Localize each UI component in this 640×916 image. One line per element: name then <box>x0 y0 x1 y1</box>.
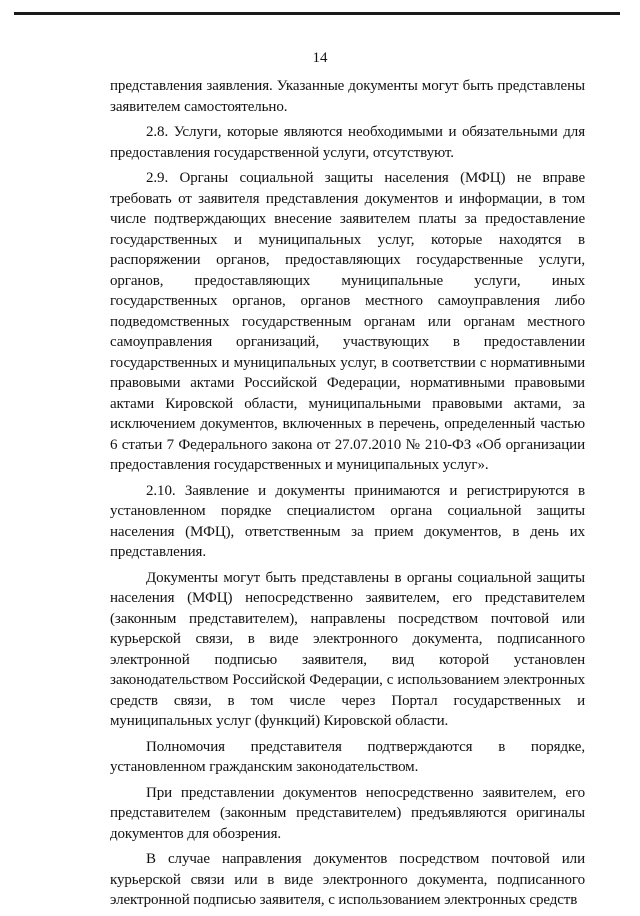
paragraph-continuation: представления заявления. Указанные документы могут быть представлены заявителем самостоятельно. <box>110 78 585 115</box>
document-body <box>110 76 585 916</box>
paragraph-2-10: 2.10. Заявление и документы принимаются и регистрируются в установленном порядке специалистом органа социальной защиты населения (МФЦ), ответственным за прием документов, в день их представления. <box>110 482 585 560</box>
paragraph-2-8: 2.8. Услуги, которые являются необходимыми и обязательными для предоставления государственной услуги, отсутствуют. <box>110 124 585 161</box>
top-border-line <box>14 12 620 15</box>
page-number: 14 <box>312 50 328 66</box>
paragraph-representative-authority: Полномочия представителя подтверждаются в порядке, установленном гражданским законодательством. <box>110 738 585 775</box>
paragraph-documents-submission: Документы могут быть представлены в органы социальной защиты населения (МФЦ) непосредственно заявителем, его представителем (законным представителем), направлены посредством почтовой или курьерской связи, в виде электронного документа, подписанного электронной подписью заявителя, вид которой установлен законодательством Российской Федерации, с использованием электронных средств связи, в том числе через Портал государственных и муниципальных услуг (функций) Кировской области. <box>110 569 585 729</box>
paragraph-originals: При представлении документов непосредственно заявителем, его представителем (законным представителем) предъявляются оригиналы документов для обозрения. <box>110 784 585 842</box>
paragraph-2-9: 2.9. Органы социальной защиты населения (МФЦ) не вправе требовать от заявителя представления документов и информации, в том числе подтверждающих внесение заявителем платы за предоставление государственных и муниципальных услуг, которые находятся в распоряжении органов, предоставляющих государственные услуги, органов, предоставляющих муниципальные услуги, иных государственных органов, органов местного самоуправления либо подведомственных государственным органам или органам местного самоуправления организаций, участвующих в предоставлении государственных и муниципальных услуг, в соответствии с нормативными правовыми актами Российской Федерации, нормативными правовыми актами Кировской области, муниципальными правовыми актами, за исключением документов, включенных в перечень, определенный частью 6 статьи 7 Федерального закона от 27.07.2010 № 210-ФЗ «Об организации предоставления государственных и муниципальных услуг». <box>110 170 585 473</box>
paragraph-postal-submission: В случае направления документов посредством почтовой или курьерской связи или в виде электронного документа, подписанного электронной подписью заявителя, с использованием электронных средств <box>110 851 585 908</box>
